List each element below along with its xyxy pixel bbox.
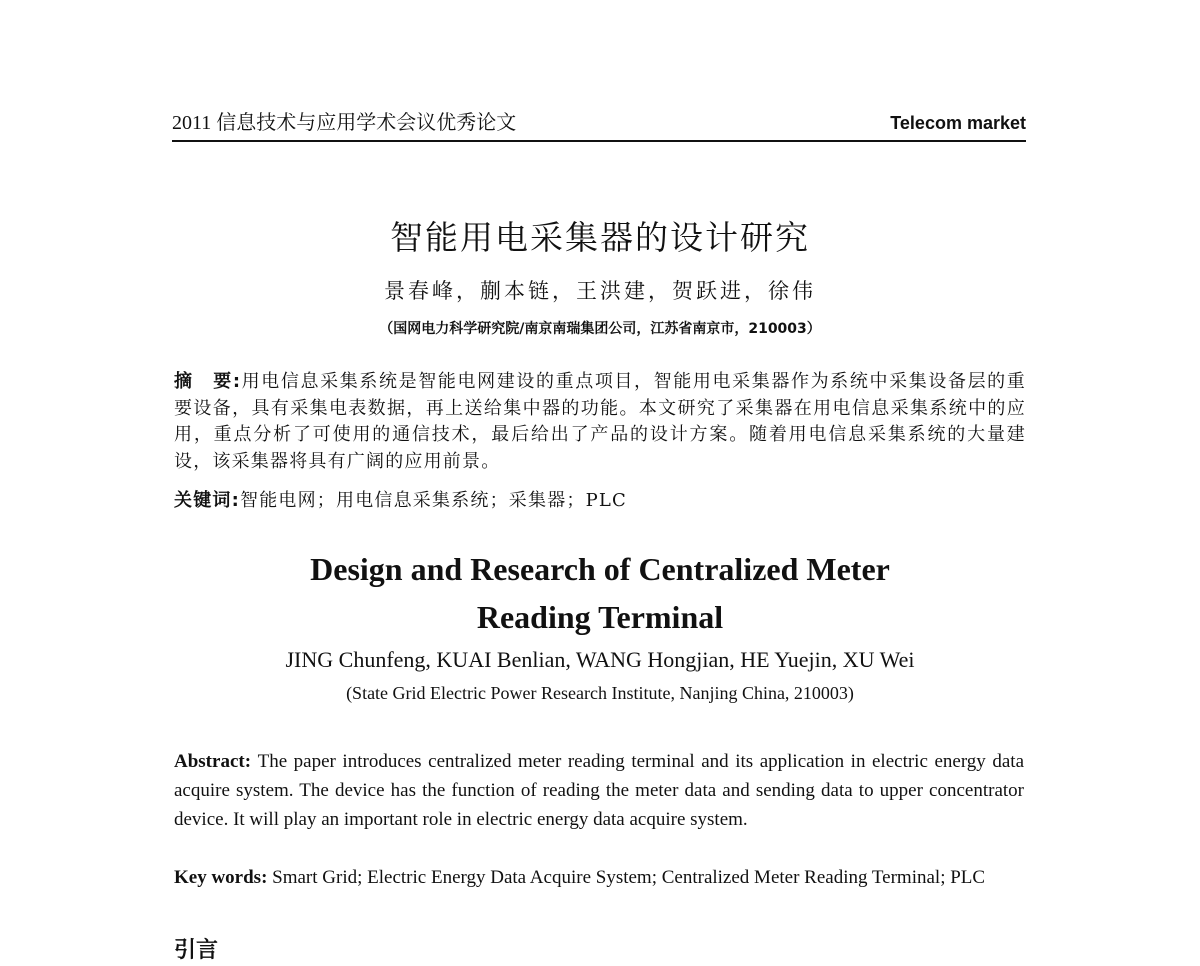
english-abstract-text: The paper introduces centralized meter reading terminal and its application in electric energy data acquire system. The device has the function of reading the meter data and sending data to upper concentrator device. It will play an important role in electric energy data acquire system.: [174, 751, 1024, 830]
running-header: [172, 110, 1026, 142]
introduction-heading: 引言: [174, 938, 219, 963]
chinese-keywords-text: 智能电网；用电信息采集系统；采集器；PLC: [240, 490, 628, 511]
english-keywords-text: Smart Grid; Electric Energy Data Acquire System; Centralized Meter Reading Terminal; PLC: [272, 867, 986, 888]
english-keywords-label: Key words:: [174, 867, 268, 888]
chinese-affiliation: （国网电力科学研究院/南京南瑞集团公司，江苏省南京市，210003）: [379, 321, 821, 337]
chinese-abstract: [174, 369, 1026, 475]
english-title-line-2: Reading Terminal: [476, 599, 724, 635]
english-title-line-1: Design and Research of Centralized Meter: [310, 551, 890, 587]
chinese-keywords-label: 关键词:: [174, 490, 240, 511]
english-abstract: [174, 747, 1024, 834]
chinese-title: 智能用电采集器的设计研究: [390, 218, 810, 257]
chinese-abstract-label: 摘 要:: [174, 371, 242, 392]
english-affiliation: (State Grid Electric Power Research Institute, Nanjing China, 210003): [346, 683, 854, 703]
english-abstract-label: Abstract:: [174, 751, 252, 772]
chinese-keywords: [174, 488, 1026, 514]
conference-name: 2011 信息技术与应用学术会议优秀论文: [172, 112, 517, 134]
chinese-authors: 景春峰，蒯本链，王洪建，贺跃进，徐伟: [384, 279, 816, 303]
english-title: [0, 545, 1200, 641]
english-authors: JING Chunfeng, KUAI Benlian, WANG Hongjian, HE Yuejin, XU Wei: [285, 647, 915, 672]
section-label: Telecom market: [890, 113, 1026, 133]
english-keywords: [174, 863, 1024, 892]
chinese-abstract-text: 用电信息采集系统是智能电网建设的重点项目，智能用电采集器作为系统中采集设备层的重要设备，具有采集电表数据，再上送给集中器的功能。本文研究了采集器在用电信息采集系统中的应用，重点分析了可使用的通信技术，最后给出了产品的设计方案。随着用电信息采集系统的大量建设，该采集器将具有广阔的应用前景。: [174, 371, 1027, 472]
